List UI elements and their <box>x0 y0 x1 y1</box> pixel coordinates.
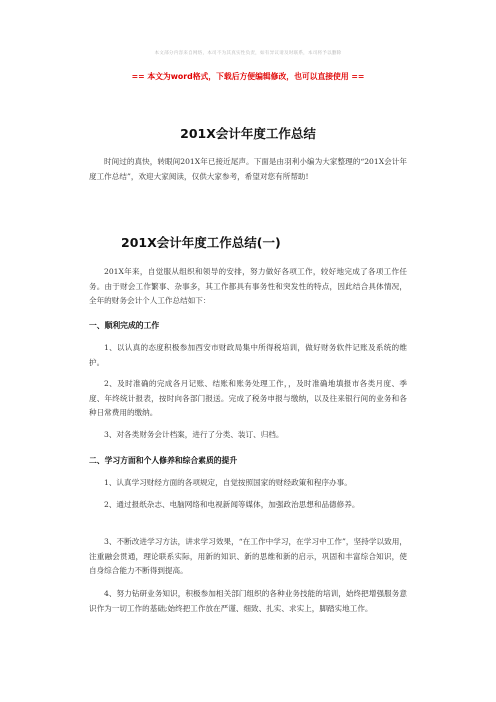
paragraph-item-2: 2、及时准确的完成各月记账、结账和账务处理工作，，及时准确地填报市各类月度、季度、年终统计报表，按时向各部门报送。完成了税务申报与缴纳，以及往来银行间的业务和各种日常费用的缴纳。 <box>89 379 407 418</box>
paragraph-overview: 201X年来，自觉服从组织和领导的安排，努力做好各项工作，较好地完成了各项工作任务。由于财会工作繁事、杂事多，其工作都具有事务性和突发性的特点，因此结合具体情况，全年的财务会计个人工作总结如下： <box>89 267 407 306</box>
paragraph-item-1: 1、以认真的态度积极参加西安市财政局集中所得税培训，做好财务软件记账及系统的维护。 <box>89 343 407 367</box>
paragraph-learning-4: 4、努力钻研业务知识，积极参加相关部门组织的各种业务技能的培训，始终把增强服务意识作为一切工作的基础;始终把工作放在严谨、细致、扎实、求实上，脚踏实地工作。 <box>89 589 407 613</box>
heading-learning: 二、学习方面和个人修养和综合素质的提升 <box>89 456 238 465</box>
intro-paragraph: 时间过的真快，转眼间201X年已接近尾声。下面是由羽利小编为大家整理的“201X会计年度工作总结”，欢迎大家阅读，仅供大家参考，希望对您有所帮助! <box>89 157 407 181</box>
paragraph-learning-2: 2、通过报纸杂志、电脑网络和电视新闻等媒体，加强政治思想和品德修养。 <box>104 500 360 509</box>
disclaimer-text: 本文部分内容来自网络，本司不为其真实性负责，如有异议请及时联系，本司将予以删除 <box>154 51 342 56</box>
section-title: 201X会计年度工作总结(一) <box>121 235 281 250</box>
paragraph-learning-1: 1、认真学习财经方面的各项规定，自觉按照国家的财经政策和程序办事。 <box>104 478 352 487</box>
heading-completed-work: 一、顺利完成的工作 <box>89 321 160 330</box>
paragraph-learning-3: 3、不断改进学习方法，讲求学习效果，“在工作中学习，在学习中工作”，坚持学以致用，注重融会贯通，理论联系实际，用新的知识、新的思维和新的启示，巩固和丰富综合知识，使自身综合能力不断得到提高。 <box>89 537 407 576</box>
paragraph-item-3: 3、对各类财务会计档案，进行了分类、装订、归档。 <box>104 430 284 439</box>
word-format-banner: == 本文为word格式，下载后方便编辑修改，也可以直接使用 == <box>131 72 365 81</box>
document-title: 201X会计年度工作总结 <box>180 126 316 141</box>
